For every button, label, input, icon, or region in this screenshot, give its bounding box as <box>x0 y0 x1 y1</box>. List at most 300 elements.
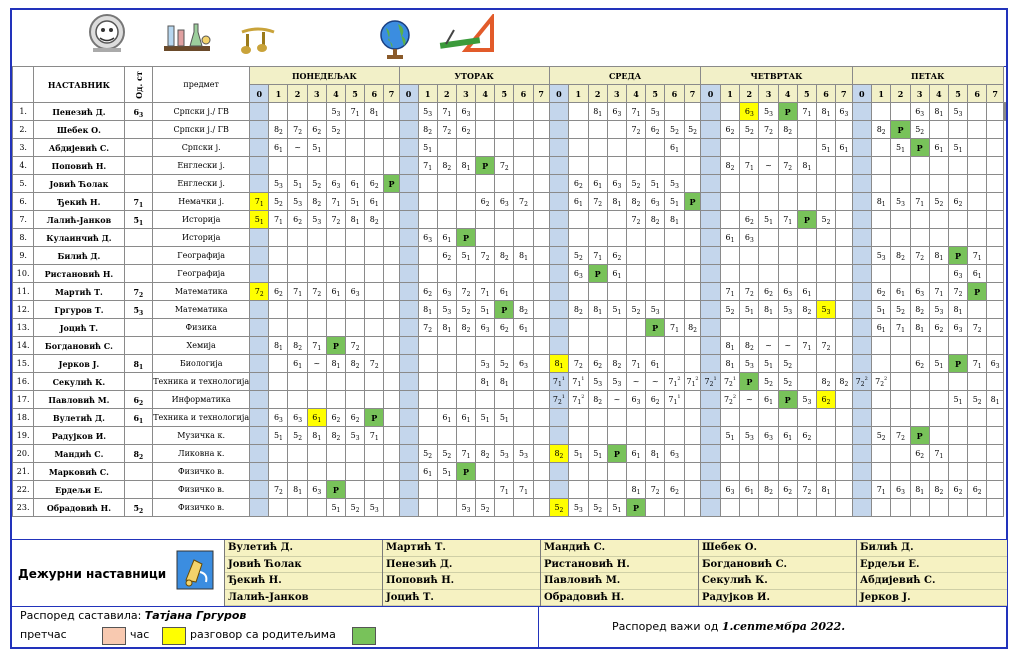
lesson-cell: $6_2$ <box>910 445 929 463</box>
lesson-cell: $6_1$ <box>836 139 852 157</box>
music-notes-icon <box>238 24 278 56</box>
lesson-cell <box>891 103 910 121</box>
lesson-cell: $7_1$ <box>495 481 514 499</box>
lesson-cell <box>384 193 399 211</box>
lesson-cell: $7_1$ <box>665 319 684 337</box>
lesson-cell <box>948 373 967 391</box>
lesson-cell <box>968 103 987 121</box>
period-header: 1 <box>269 85 288 103</box>
lesson-cell: P <box>740 373 759 391</box>
lesson-cell <box>720 445 739 463</box>
lesson-cell <box>569 463 588 481</box>
lesson-cell: $8_1$ <box>607 193 626 211</box>
lesson-cell <box>684 463 701 481</box>
lesson-cell <box>684 427 701 445</box>
duty-teachers-section <box>12 539 1006 607</box>
lesson-cell: $8_2$ <box>418 121 437 139</box>
lesson-cell <box>588 139 607 157</box>
lesson-cell <box>797 373 816 391</box>
lesson-cell <box>533 103 549 121</box>
lesson-cell <box>418 409 437 427</box>
lesson-cell <box>399 481 418 499</box>
lesson-cell <box>399 445 418 463</box>
homeroom-class: $7_2$ <box>124 283 153 301</box>
lesson-cell: P <box>797 211 816 229</box>
homeroom-class: $5_2$ <box>124 499 153 517</box>
lesson-cell: P <box>626 499 645 517</box>
lesson-cell <box>607 211 626 229</box>
row-number: 23. <box>13 499 34 517</box>
lesson-cell <box>948 157 967 175</box>
lesson-cell: $5_3$ <box>365 499 384 517</box>
teacher-row <box>13 337 1006 355</box>
lesson-cell <box>684 229 701 247</box>
period-header: 4 <box>626 85 645 103</box>
lesson-cell: $8_2$ <box>891 247 910 265</box>
lesson-cell: $8_2$ <box>269 121 288 139</box>
lesson-cell: $5_3$ <box>665 175 684 193</box>
lesson-cell: $6_1$ <box>288 355 307 373</box>
lesson-cell <box>910 265 929 283</box>
lesson-cell <box>269 229 288 247</box>
lesson-cell <box>871 229 890 247</box>
row-number: 17. <box>13 391 34 409</box>
lesson-cell: $7_2$ <box>514 193 533 211</box>
lesson-cell <box>701 121 720 139</box>
lesson-cell <box>269 301 288 319</box>
period-header: 0 <box>399 85 418 103</box>
lesson-cell <box>910 391 929 409</box>
lesson-cell: $7_1$ <box>929 283 948 301</box>
lesson-cell <box>346 463 365 481</box>
lesson-cell <box>437 175 456 193</box>
lesson-cell <box>891 175 910 193</box>
duty-teacher-name: Вулетић Д. <box>225 540 383 557</box>
lesson-cell <box>929 499 948 517</box>
lesson-cell: $5_3$ <box>588 373 607 391</box>
lesson-cell <box>288 391 307 409</box>
lesson-cell: $6_2$ <box>740 211 759 229</box>
lesson-cell: $6_1$ <box>740 481 759 499</box>
period-header: 4 <box>929 85 948 103</box>
lesson-cell: ~ <box>307 355 326 373</box>
lesson-cell <box>929 427 948 445</box>
lesson-cell <box>326 157 345 175</box>
lesson-cell <box>816 121 835 139</box>
lesson-cell <box>549 265 568 283</box>
lesson-cell <box>588 481 607 499</box>
lesson-cell: $6_2$ <box>346 409 365 427</box>
lesson-cell <box>384 139 399 157</box>
lesson-cell: $7_2$ <box>346 337 365 355</box>
lesson-cell <box>646 463 665 481</box>
lesson-cell <box>326 301 345 319</box>
row-number: 19. <box>13 427 34 445</box>
lesson-cell <box>399 265 418 283</box>
lesson-cell <box>533 355 549 373</box>
lesson-cell: $6_2$ <box>910 355 929 373</box>
lesson-cell <box>852 337 871 355</box>
lesson-cell: $8_2$ <box>607 355 626 373</box>
lesson-cell <box>836 193 852 211</box>
lesson-cell <box>399 319 418 337</box>
lesson-cell: $5_2$ <box>418 445 437 463</box>
lesson-cell <box>514 121 533 139</box>
subject-name: Хемија <box>153 337 250 355</box>
lesson-cell <box>437 265 456 283</box>
lesson-cell <box>910 337 929 355</box>
lesson-cell: $6_3$ <box>607 103 626 121</box>
lesson-cell <box>759 175 778 193</box>
lesson-cell <box>533 211 549 229</box>
lesson-cell <box>269 247 288 265</box>
lesson-cell <box>549 211 568 229</box>
lesson-cell: $8_1$ <box>816 481 835 499</box>
lesson-cell: P <box>476 157 495 175</box>
lesson-cell: $8_2$ <box>626 193 645 211</box>
lesson-cell: $6_3$ <box>307 481 326 499</box>
lesson-cell <box>514 175 533 193</box>
lesson-cell <box>646 229 665 247</box>
lesson-cell <box>701 337 720 355</box>
lesson-cell <box>384 427 399 445</box>
homeroom-class <box>124 247 153 265</box>
subject-name: Српски ј./ ГВ <box>153 121 250 139</box>
lesson-cell <box>365 337 384 355</box>
lesson-cell <box>852 463 871 481</box>
lesson-cell <box>968 139 987 157</box>
lesson-cell <box>759 139 778 157</box>
teacher-name: Абдијевић С. <box>34 139 124 157</box>
lesson-cell <box>852 481 871 499</box>
teacher-name: Секулић К. <box>34 373 124 391</box>
lesson-cell <box>384 481 399 499</box>
lesson-cell <box>626 319 645 337</box>
lesson-cell <box>250 427 269 445</box>
lesson-cell <box>968 427 987 445</box>
lesson-cell <box>929 175 948 193</box>
teacher-name: Поповић Н. <box>34 157 124 175</box>
lesson-cell: P <box>684 193 701 211</box>
lesson-cell <box>987 157 1004 175</box>
duty-teacher-name: Богдановић С. <box>699 557 857 574</box>
lesson-cell <box>684 445 701 463</box>
lesson-cell <box>495 391 514 409</box>
lesson-cell <box>384 391 399 409</box>
lesson-cell <box>816 445 835 463</box>
lesson-cell <box>836 481 852 499</box>
lesson-cell <box>797 265 816 283</box>
lesson-cell <box>607 229 626 247</box>
schedule-table <box>12 66 1006 517</box>
lesson-cell <box>384 229 399 247</box>
lesson-cell <box>646 283 665 301</box>
lesson-cell <box>437 355 456 373</box>
lesson-cell <box>476 481 495 499</box>
lesson-cell <box>288 499 307 517</box>
lesson-cell: $7_2$ <box>307 283 326 301</box>
lesson-cell <box>948 427 967 445</box>
lesson-cell <box>437 427 456 445</box>
lesson-cell <box>684 157 701 175</box>
school-logo-icon <box>84 12 130 54</box>
teacher-name: Пенезић Д. <box>34 103 124 121</box>
row-number: 3. <box>13 139 34 157</box>
lesson-cell <box>456 175 475 193</box>
lesson-cell: $6_2$ <box>288 211 307 229</box>
lesson-cell <box>891 337 910 355</box>
valid-from-date: 1.септембра 2022. <box>721 620 846 633</box>
homeroom-class <box>124 373 153 391</box>
lesson-cell <box>891 391 910 409</box>
duty-teacher-name: Ристановић Н. <box>541 557 699 574</box>
lesson-cell <box>646 499 665 517</box>
lesson-cell <box>569 121 588 139</box>
lesson-cell <box>948 463 967 481</box>
lesson-cell <box>665 337 684 355</box>
lesson-cell <box>346 481 365 499</box>
lesson-cell: P <box>365 409 384 427</box>
lesson-cell <box>626 139 645 157</box>
lesson-cell: $7_1^2$ <box>665 373 684 391</box>
lesson-cell <box>456 355 475 373</box>
lesson-cell: $5_3$ <box>514 445 533 463</box>
homeroom-class: $5_3$ <box>124 301 153 319</box>
lesson-cell: $6_2$ <box>476 193 495 211</box>
lesson-cell <box>607 139 626 157</box>
lesson-cell: $8_1$ <box>549 355 568 373</box>
homeroom-class: $8_2$ <box>124 445 153 463</box>
lesson-cell: $8_2$ <box>816 373 835 391</box>
lesson-cell <box>871 355 890 373</box>
lesson-cell <box>852 193 871 211</box>
lesson-cell: $7_2$ <box>816 337 835 355</box>
lesson-cell: $6_3$ <box>910 283 929 301</box>
lesson-cell: $8_1$ <box>910 481 929 499</box>
lesson-cell <box>720 319 739 337</box>
lesson-cell: $7_2$ <box>797 481 816 499</box>
lesson-cell <box>569 409 588 427</box>
lesson-cell <box>549 337 568 355</box>
lesson-cell <box>476 463 495 481</box>
lesson-cell <box>778 445 797 463</box>
lesson-cell: $8_1$ <box>646 445 665 463</box>
row-number: 14. <box>13 337 34 355</box>
lesson-cell <box>365 319 384 337</box>
lesson-cell: $5_3$ <box>346 427 365 445</box>
lesson-cell: $6_2$ <box>720 121 739 139</box>
lesson-cell <box>476 265 495 283</box>
lesson-cell <box>968 499 987 517</box>
lesson-cell: $6_2$ <box>437 247 456 265</box>
lesson-cell: $5_2$ <box>549 499 568 517</box>
lesson-cell <box>665 355 684 373</box>
teacher-row <box>13 463 1006 481</box>
footer <box>12 606 1006 647</box>
lesson-cell <box>646 427 665 445</box>
period-header: 0 <box>250 85 269 103</box>
lesson-cell: $5_3$ <box>569 499 588 517</box>
lesson-cell <box>987 427 1004 445</box>
homeroom-class <box>124 427 153 445</box>
homeroom-class: $6_1$ <box>124 409 153 427</box>
lesson-cell: $5_1$ <box>456 247 475 265</box>
lesson-cell: $7_2^2$ <box>871 373 890 391</box>
lesson-cell <box>418 265 437 283</box>
lesson-cell: $6_2$ <box>456 121 475 139</box>
lesson-cell <box>778 319 797 337</box>
lesson-cell <box>852 211 871 229</box>
lesson-cell <box>836 211 852 229</box>
teacher-row <box>13 211 1006 229</box>
lesson-cell: $5_2$ <box>288 427 307 445</box>
lesson-cell <box>569 157 588 175</box>
lesson-cell: $5_1$ <box>948 391 967 409</box>
legend-parents-label: разговор са родитељима <box>190 628 336 641</box>
lesson-cell <box>549 121 568 139</box>
lesson-cell: $6_3$ <box>569 265 588 283</box>
lesson-cell: $7_1$ <box>288 283 307 301</box>
lesson-cell <box>326 265 345 283</box>
lesson-cell <box>910 373 929 391</box>
homeroom-class <box>124 265 153 283</box>
lesson-cell <box>701 265 720 283</box>
lesson-cell <box>778 463 797 481</box>
lesson-cell: $7_1$ <box>456 445 475 463</box>
lesson-cell <box>1005 103 1006 121</box>
lesson-cell <box>399 103 418 121</box>
lesson-cell <box>852 409 871 427</box>
homeroom-class <box>124 229 153 247</box>
lesson-cell: $5_1$ <box>646 175 665 193</box>
lesson-cell: $5_3$ <box>456 499 475 517</box>
lesson-cell <box>797 139 816 157</box>
lesson-cell <box>588 409 607 427</box>
lesson-cell: $5_2$ <box>910 121 929 139</box>
subject-name: Енглески ј. <box>153 175 250 193</box>
lesson-cell <box>816 463 835 481</box>
lesson-cell <box>418 175 437 193</box>
lesson-cell: $8_1$ <box>987 391 1004 409</box>
lesson-cell <box>929 337 948 355</box>
lesson-cell <box>948 499 967 517</box>
lesson-cell: $7_1$ <box>626 355 645 373</box>
lesson-cell: $5_3$ <box>778 301 797 319</box>
lesson-cell <box>852 103 871 121</box>
lesson-cell <box>720 211 739 229</box>
duty-teacher-name: Мандић С. <box>541 540 699 557</box>
lesson-cell <box>288 247 307 265</box>
lesson-cell: $6_3$ <box>910 103 929 121</box>
lesson-cell: $5_1$ <box>288 175 307 193</box>
lesson-cell <box>740 265 759 283</box>
lesson-cell <box>384 409 399 427</box>
period-header: 5 <box>495 85 514 103</box>
lesson-cell <box>816 319 835 337</box>
lesson-cell <box>476 391 495 409</box>
lesson-cell <box>456 373 475 391</box>
lesson-cell <box>626 337 645 355</box>
lesson-cell <box>987 283 1004 301</box>
lesson-cell: $8_2$ <box>797 301 816 319</box>
lesson-cell: $7_1$ <box>929 445 948 463</box>
lesson-cell <box>968 373 987 391</box>
lesson-cell <box>437 481 456 499</box>
lesson-cell: $8_2$ <box>871 121 890 139</box>
lesson-cell <box>797 499 816 517</box>
row-number: 11. <box>13 283 34 301</box>
lesson-cell <box>307 103 326 121</box>
lesson-cell: $5_3$ <box>929 301 948 319</box>
lesson-cell <box>684 499 701 517</box>
lesson-cell <box>929 157 948 175</box>
subject-name: Музичка к. <box>153 427 250 445</box>
lesson-cell <box>968 121 987 139</box>
lesson-cell <box>816 193 835 211</box>
lesson-cell <box>533 301 549 319</box>
lesson-cell: $6_2$ <box>588 355 607 373</box>
lesson-cell <box>588 427 607 445</box>
lesson-cell <box>495 121 514 139</box>
lesson-cell: $6_3$ <box>418 229 437 247</box>
lesson-cell <box>987 445 1004 463</box>
lesson-cell <box>365 283 384 301</box>
lesson-cell <box>495 265 514 283</box>
lesson-cell <box>871 175 890 193</box>
lesson-cell <box>588 463 607 481</box>
teacher-name: Јерков Ј. <box>34 355 124 373</box>
lesson-cell <box>476 337 495 355</box>
teacher-row <box>13 139 1006 157</box>
lesson-cell: $5_1$ <box>759 211 778 229</box>
lesson-cell <box>456 139 475 157</box>
lesson-cell: $6_2$ <box>759 283 778 301</box>
period-header: 2 <box>588 85 607 103</box>
homeroom-class <box>124 175 153 193</box>
subject-name: Географија <box>153 265 250 283</box>
lesson-cell <box>740 139 759 157</box>
teacher-name: Ердељи Е. <box>34 481 124 499</box>
lesson-cell <box>852 445 871 463</box>
duty-teacher-name: Јерков Ј. <box>857 590 1007 607</box>
lesson-cell <box>910 157 929 175</box>
lesson-cell <box>759 409 778 427</box>
lesson-cell <box>646 247 665 265</box>
lesson-cell: $6_1$ <box>269 139 288 157</box>
lesson-cell: $7_1$ <box>968 355 987 373</box>
lesson-cell <box>797 247 816 265</box>
lesson-cell: $6_2$ <box>778 481 797 499</box>
duty-day-column <box>540 540 699 606</box>
lesson-cell <box>418 337 437 355</box>
lesson-cell <box>684 301 701 319</box>
lesson-cell <box>646 139 665 157</box>
footer-divider <box>538 606 539 647</box>
duty-teacher-name: Ђекић Н. <box>225 573 383 590</box>
lesson-cell: $8_2$ <box>778 121 797 139</box>
day-header-4: ЧЕТВРТАК <box>701 67 852 85</box>
lesson-cell: $8_1$ <box>665 211 684 229</box>
period-header: 3 <box>607 85 626 103</box>
lesson-cell <box>476 427 495 445</box>
lesson-cell: $5_1$ <box>476 301 495 319</box>
lesson-cell: $6_2$ <box>495 319 514 337</box>
lesson-cell <box>626 283 645 301</box>
lesson-cell: $6_1$ <box>307 409 326 427</box>
lesson-cell <box>437 193 456 211</box>
lesson-cell: $5_3$ <box>871 247 890 265</box>
homeroom-class: $5_1$ <box>124 211 153 229</box>
